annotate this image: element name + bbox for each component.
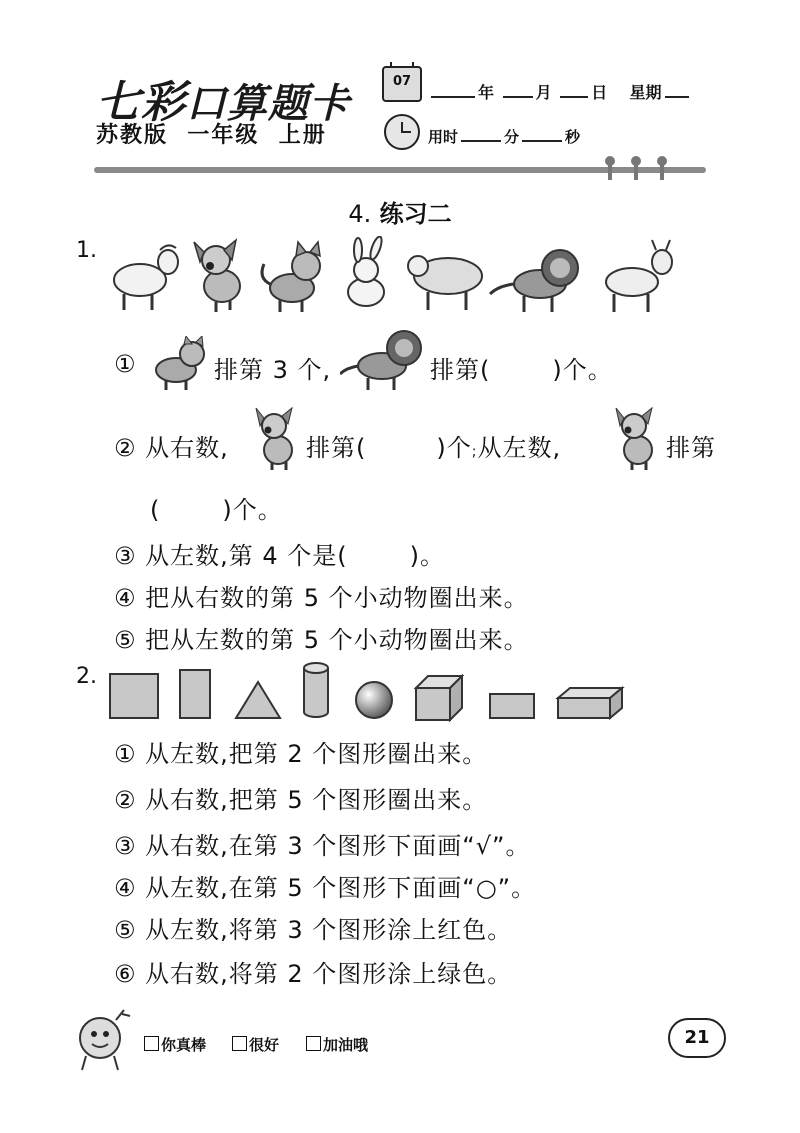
rectangle-shape <box>180 670 210 718</box>
q1-item-1-blank: 排第( )个。 <box>430 356 613 384</box>
minutes-blank[interactable] <box>461 126 501 142</box>
rule-tick <box>608 158 612 180</box>
checkbox-icon <box>306 1036 321 1051</box>
sheep-icon <box>114 245 178 310</box>
rectangle-shape <box>490 694 534 718</box>
year-blank[interactable] <box>431 82 475 98</box>
shape-row <box>104 658 634 724</box>
mascot-icon <box>74 1004 134 1076</box>
q1-item-1-text: 排第 3 个, <box>214 356 332 384</box>
day-blank[interactable] <box>560 82 588 98</box>
cube-shape <box>416 676 462 720</box>
triangle-shape <box>236 682 280 718</box>
square-shape <box>110 674 158 718</box>
q2-item-2: ② 从右数,把第 5 个图形圈出来。 <box>114 786 488 814</box>
q1-item-2-left: 排第 <box>666 434 716 462</box>
rule-tick <box>634 158 638 180</box>
rating-option-2[interactable]: 很好 <box>232 1034 279 1055</box>
page-number: 21 <box>668 1018 726 1058</box>
q1-item-5: ⑤ 把从左数的第 5 个小动物圈出来。 <box>114 626 529 654</box>
calendar-icon: 07 <box>382 66 422 102</box>
cylinder-shape <box>304 663 328 717</box>
question-1-number: 1. <box>76 238 97 263</box>
q1-item-2-right: 排第( )个;从左数, <box>306 434 562 462</box>
cat-icon <box>146 336 212 392</box>
question-2-number: 2. <box>76 664 97 689</box>
section-title: 4. 练习二 <box>348 200 452 228</box>
volume: 上册 <box>278 123 327 148</box>
clock-icon <box>384 114 420 150</box>
date-line: 年 月 日 星期 <box>428 80 692 103</box>
lion-icon <box>340 326 428 392</box>
q2-item-6: ⑥ 从右数,将第 2 个图形涂上绿色。 <box>114 960 513 988</box>
rating-option-1[interactable]: 你真棒 <box>144 1034 206 1055</box>
weekday-blank[interactable] <box>665 82 689 98</box>
dog-icon <box>612 404 662 472</box>
rabbit-icon <box>348 236 384 306</box>
sphere-shape <box>356 682 392 718</box>
edition-line <box>96 118 327 149</box>
checkbox-icon <box>144 1036 159 1051</box>
dog-icon <box>194 240 240 312</box>
rating-option-3[interactable]: 加油哦 <box>306 1034 368 1055</box>
rule-tick <box>660 158 664 180</box>
brand-logo: 七彩口算题卡 <box>96 77 350 128</box>
grade: 一年级 <box>187 123 260 148</box>
checkbox-icon <box>232 1036 247 1051</box>
animal-row <box>104 236 684 316</box>
seconds-blank[interactable] <box>522 126 562 142</box>
goat-icon <box>606 240 672 312</box>
time-line: 用时 分 秒 <box>428 128 581 146</box>
q1-item-2-cont: ( )个。 <box>150 496 283 524</box>
q2-item-5: ⑤ 从左数,将第 3 个图形涂上红色。 <box>114 916 513 944</box>
lion-icon <box>490 250 578 312</box>
header-rule <box>94 167 706 173</box>
q2-item-3: ③ 从右数,在第 3 个图形下面画“√”。 <box>114 832 531 860</box>
sheep-icon <box>408 256 482 310</box>
q1-item-1: ① <box>114 350 137 378</box>
cat-icon <box>262 242 320 312</box>
dog-icon <box>252 404 302 472</box>
edition: 苏教版 <box>96 123 169 148</box>
q1-item-2: ② 从右数, <box>114 434 229 462</box>
q1-item-4: ④ 把从右数的第 5 个小动物圈出来。 <box>114 584 529 612</box>
q1-item-3: ③ 从左数,第 4 个是( )。 <box>114 542 446 570</box>
q2-item-4: ④ 从左数,在第 5 个图形下面画“○”。 <box>114 874 537 902</box>
q2-item-1: ① 从左数,把第 2 个图形圈出来。 <box>114 740 488 768</box>
cuboid-shape <box>558 688 622 718</box>
month-blank[interactable] <box>503 82 533 98</box>
